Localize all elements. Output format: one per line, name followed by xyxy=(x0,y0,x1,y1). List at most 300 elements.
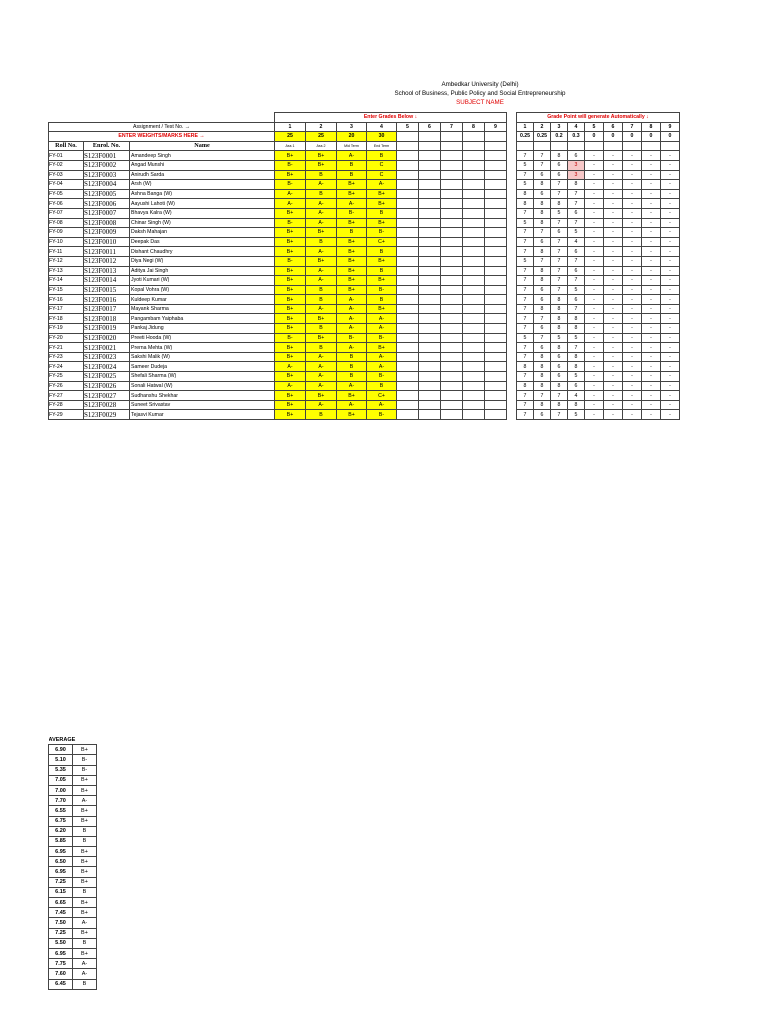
grade-input-cell[interactable] xyxy=(463,295,485,305)
grade-point-cell: - xyxy=(585,410,604,420)
average-row xyxy=(49,816,111,826)
grade-input-cell[interactable] xyxy=(419,295,441,305)
grade-input-cell[interactable]: A- xyxy=(306,304,337,314)
grade-point-cell: - xyxy=(642,362,661,372)
grade-input-cell[interactable] xyxy=(419,247,441,257)
grade-input-cell[interactable]: A- xyxy=(367,314,397,324)
grade-input-cell[interactable] xyxy=(485,256,507,266)
grade-input-cell[interactable]: C xyxy=(367,170,397,180)
name-header: Name xyxy=(130,141,275,151)
grade-input-cell[interactable] xyxy=(441,276,463,286)
weight-input-3[interactable]: 20 xyxy=(337,132,367,142)
grade-input-cell[interactable] xyxy=(419,228,441,238)
grade-input-cell[interactable]: B+ xyxy=(367,256,397,266)
grade-input-cell[interactable] xyxy=(397,372,419,382)
grade-input-cell[interactable]: C xyxy=(367,160,397,170)
grade-input-cell[interactable] xyxy=(419,180,441,190)
grade-input-cell[interactable]: B xyxy=(337,170,367,180)
grade-input-cell[interactable] xyxy=(441,208,463,218)
grade-input-cell[interactable]: B xyxy=(306,324,337,334)
grade-input-cell[interactable] xyxy=(463,247,485,257)
grade-input-cell[interactable]: A- xyxy=(306,208,337,218)
grade-input-cell[interactable] xyxy=(463,180,485,190)
grade-input-cell[interactable]: C+ xyxy=(367,237,397,247)
grade-input-cell[interactable]: B xyxy=(306,237,337,247)
grade-input-cell[interactable] xyxy=(485,237,507,247)
grade-input-cell[interactable] xyxy=(441,160,463,170)
grade-input-cell[interactable] xyxy=(397,180,419,190)
grade-point-cell: 8 xyxy=(551,324,568,334)
grade-input-cell[interactable]: B- xyxy=(275,160,306,170)
grade-input-cell[interactable] xyxy=(463,218,485,228)
grade-input-cell[interactable] xyxy=(419,266,441,276)
grade-input-cell[interactable] xyxy=(485,208,507,218)
grade-input-cell[interactable]: A- xyxy=(275,362,306,372)
grade-input-cell[interactable] xyxy=(485,304,507,314)
grade-input-cell[interactable]: A- xyxy=(337,199,367,209)
grade-input-cell[interactable]: A- xyxy=(306,266,337,276)
grade-input-cell[interactable] xyxy=(463,276,485,286)
grade-input-cell[interactable]: B+ xyxy=(337,266,367,276)
grade-input-cell[interactable]: B+ xyxy=(367,189,397,199)
grade-input-cell[interactable]: A- xyxy=(306,352,337,362)
grade-input-cell[interactable] xyxy=(485,189,507,199)
grade-input-cell[interactable] xyxy=(419,285,441,295)
grade-input-cell[interactable] xyxy=(441,324,463,334)
grade-input-cell[interactable] xyxy=(397,352,419,362)
grade-input-cell[interactable] xyxy=(419,333,441,343)
weight-input-1[interactable]: 25 xyxy=(275,132,306,142)
grade-input-cell[interactable] xyxy=(441,237,463,247)
grade-input-cell[interactable]: A- xyxy=(337,343,367,353)
grade-input-cell[interactable]: B+ xyxy=(275,391,306,401)
grade-input-cell[interactable] xyxy=(419,170,441,180)
grade-input-cell[interactable] xyxy=(419,381,441,391)
grade-input-cell[interactable]: B+ xyxy=(306,160,337,170)
grade-input-cell[interactable]: B+ xyxy=(275,400,306,410)
grade-input-cell[interactable] xyxy=(419,208,441,218)
grade-input-cell[interactable] xyxy=(397,295,419,305)
grade-input-cell[interactable] xyxy=(419,314,441,324)
grade-input-cell[interactable]: B xyxy=(367,266,397,276)
grade-input-cell[interactable]: B+ xyxy=(306,228,337,238)
grade-input-cell[interactable] xyxy=(397,189,419,199)
grade-input-cell[interactable] xyxy=(441,170,463,180)
grade-input-cell[interactable] xyxy=(485,410,507,420)
grade-input-cell[interactable] xyxy=(441,352,463,362)
grade-input-cell[interactable]: B+ xyxy=(337,218,367,228)
grade-input-cell[interactable] xyxy=(463,324,485,334)
grade-input-cell[interactable] xyxy=(441,189,463,199)
grade-input-cell[interactable] xyxy=(419,218,441,228)
grade-input-cell[interactable] xyxy=(419,237,441,247)
grade-input-cell[interactable] xyxy=(397,324,419,334)
grade-input-cell[interactable]: A- xyxy=(337,400,367,410)
grade-input-cell[interactable] xyxy=(485,333,507,343)
test-number-5: 5 xyxy=(397,122,419,132)
grade-point-cell: - xyxy=(661,228,680,238)
grade-input-cell[interactable]: B- xyxy=(367,372,397,382)
grade-input-cell[interactable]: B+ xyxy=(306,391,337,401)
grade-input-cell[interactable] xyxy=(485,180,507,190)
grade-input-cell[interactable] xyxy=(419,199,441,209)
grade-input-cell[interactable] xyxy=(463,228,485,238)
grade-input-cell[interactable]: B- xyxy=(275,180,306,190)
grade-input-cell[interactable]: B+ xyxy=(337,237,367,247)
grade-input-cell[interactable] xyxy=(463,372,485,382)
grade-input-cell[interactable]: B+ xyxy=(367,304,397,314)
grade-input-cell[interactable] xyxy=(485,276,507,286)
grade-point-cell: - xyxy=(661,324,680,334)
grade-input-cell[interactable] xyxy=(485,285,507,295)
grade-input-cell[interactable] xyxy=(485,381,507,391)
grade-input-cell[interactable]: B+ xyxy=(337,180,367,190)
grade-input-cell[interactable] xyxy=(463,199,485,209)
grade-input-cell[interactable]: B xyxy=(306,285,337,295)
grade-input-cell[interactable]: A- xyxy=(367,352,397,362)
grade-input-cell[interactable] xyxy=(397,218,419,228)
grade-input-cell[interactable]: B+ xyxy=(306,314,337,324)
grade-input-cell[interactable]: A- xyxy=(337,151,367,161)
grade-input-cell[interactable] xyxy=(419,304,441,314)
grade-input-cell[interactable] xyxy=(419,362,441,372)
grade-input-cell[interactable] xyxy=(485,314,507,324)
grade-input-cell[interactable]: A- xyxy=(306,199,337,209)
grade-input-cell[interactable]: A- xyxy=(306,381,337,391)
grade-input-cell[interactable] xyxy=(463,304,485,314)
grade-input-cell[interactable] xyxy=(441,266,463,276)
grade-input-cell[interactable] xyxy=(485,199,507,209)
grade-point-cell: - xyxy=(661,400,680,410)
grade-input-cell[interactable]: C+ xyxy=(367,391,397,401)
grade-input-cell[interactable] xyxy=(463,333,485,343)
grade-input-cell[interactable]: B xyxy=(337,362,367,372)
grade-input-cell[interactable]: A- xyxy=(306,247,337,257)
grade-input-cell[interactable]: B+ xyxy=(337,189,367,199)
grade-input-cell[interactable]: B- xyxy=(337,333,367,343)
weight-input-6[interactable] xyxy=(419,132,441,142)
spacer-cell xyxy=(507,304,517,314)
grade-input-cell[interactable]: A- xyxy=(306,362,337,372)
grade-input-cell[interactable]: B+ xyxy=(367,276,397,286)
grade-input-cell[interactable] xyxy=(441,228,463,238)
grade-input-cell[interactable]: B xyxy=(306,189,337,199)
grade-input-cell[interactable]: B+ xyxy=(275,343,306,353)
grade-input-cell[interactable]: B+ xyxy=(306,151,337,161)
grade-input-cell[interactable] xyxy=(397,151,419,161)
grade-input-cell[interactable] xyxy=(463,352,485,362)
average-grade: B xyxy=(73,826,97,836)
grade-point-cell: - xyxy=(623,400,642,410)
weight-input-9[interactable] xyxy=(485,132,507,142)
grade-input-cell[interactable] xyxy=(441,343,463,353)
student-name-cell: Kuldeep Kumar xyxy=(130,295,275,305)
grade-input-cell[interactable] xyxy=(463,400,485,410)
grade-input-cell[interactable] xyxy=(397,247,419,257)
average-row xyxy=(49,785,111,795)
grade-point-cell: 8 xyxy=(551,381,568,391)
grade-input-cell[interactable] xyxy=(397,256,419,266)
grade-input-cell[interactable]: B+ xyxy=(275,151,306,161)
weight-input-4[interactable]: 30 xyxy=(367,132,397,142)
grade-input-cell[interactable]: B- xyxy=(367,228,397,238)
grade-input-cell[interactable] xyxy=(419,391,441,401)
grade-input-cell[interactable] xyxy=(441,400,463,410)
grade-input-cell[interactable] xyxy=(397,266,419,276)
grade-point-cell: - xyxy=(642,314,661,324)
grade-input-cell[interactable] xyxy=(397,276,419,286)
grade-input-cell[interactable] xyxy=(397,314,419,324)
grade-input-cell[interactable]: B+ xyxy=(275,228,306,238)
grade-input-cell[interactable] xyxy=(397,237,419,247)
gp-weight-5: 0 xyxy=(585,132,604,142)
grade-input-cell[interactable] xyxy=(485,372,507,382)
grade-input-cell[interactable] xyxy=(441,295,463,305)
grade-input-cell[interactable]: B xyxy=(306,170,337,180)
grade-input-cell[interactable] xyxy=(397,160,419,170)
grade-input-cell[interactable]: A- xyxy=(337,314,367,324)
grade-input-cell[interactable]: A- xyxy=(306,180,337,190)
grade-input-cell[interactable]: B+ xyxy=(275,285,306,295)
grade-input-cell[interactable]: B xyxy=(306,410,337,420)
grade-point-cell: 6 xyxy=(568,151,585,161)
grade-input-cell[interactable] xyxy=(441,304,463,314)
grade-input-cell[interactable] xyxy=(419,372,441,382)
grade-input-cell[interactable] xyxy=(397,391,419,401)
grade-input-cell[interactable]: A- xyxy=(275,199,306,209)
grade-input-cell[interactable] xyxy=(485,400,507,410)
grade-input-cell[interactable] xyxy=(485,362,507,372)
grade-input-cell[interactable] xyxy=(485,151,507,161)
grade-input-cell[interactable] xyxy=(441,199,463,209)
grade-input-cell[interactable] xyxy=(419,352,441,362)
grade-input-cell[interactable]: B- xyxy=(367,333,397,343)
grade-input-cell[interactable]: B+ xyxy=(337,276,367,286)
grade-input-cell[interactable]: B xyxy=(337,228,367,238)
university-title: Ambedkar University (Delhi) xyxy=(441,81,519,88)
grade-input-cell[interactable]: A- xyxy=(306,372,337,382)
grade-input-cell[interactable]: B+ xyxy=(275,266,306,276)
average-grade: B+ xyxy=(73,908,97,918)
grade-input-cell[interactable] xyxy=(463,189,485,199)
grade-input-cell[interactable]: A- xyxy=(275,381,306,391)
grade-input-cell[interactable]: B+ xyxy=(367,343,397,353)
grade-input-cell[interactable] xyxy=(419,151,441,161)
grade-input-cell[interactable]: A- xyxy=(306,400,337,410)
grade-input-cell[interactable]: B xyxy=(306,343,337,353)
grade-input-cell[interactable]: B xyxy=(306,295,337,305)
weight-input-2[interactable]: 25 xyxy=(306,132,337,142)
grade-input-cell[interactable]: B+ xyxy=(337,391,367,401)
grade-input-cell[interactable] xyxy=(463,362,485,372)
grade-input-cell[interactable] xyxy=(397,304,419,314)
grade-input-cell[interactable] xyxy=(485,247,507,257)
grade-input-cell[interactable] xyxy=(463,391,485,401)
grade-input-cell[interactable]: A- xyxy=(337,295,367,305)
grade-input-cell[interactable] xyxy=(441,372,463,382)
grade-point-cell: - xyxy=(642,208,661,218)
grade-input-cell[interactable] xyxy=(441,381,463,391)
grade-input-cell[interactable]: B+ xyxy=(275,170,306,180)
grade-input-cell[interactable] xyxy=(485,343,507,353)
grade-input-cell[interactable] xyxy=(441,180,463,190)
grade-input-cell[interactable] xyxy=(441,391,463,401)
grade-input-cell[interactable] xyxy=(485,266,507,276)
grade-input-cell[interactable]: B- xyxy=(275,218,306,228)
grade-input-cell[interactable] xyxy=(463,266,485,276)
grade-input-cell[interactable] xyxy=(485,218,507,228)
grade-point-cell: 7 xyxy=(517,314,534,324)
grade-point-cell: - xyxy=(661,180,680,190)
grade-input-cell[interactable] xyxy=(397,208,419,218)
grade-input-cell[interactable]: B xyxy=(337,372,367,382)
grade-input-cell[interactable]: B- xyxy=(367,410,397,420)
average-grade: B+ xyxy=(73,816,97,826)
grade-point-cell: 8 xyxy=(551,314,568,324)
grade-input-cell[interactable]: A- xyxy=(367,180,397,190)
enrol-no-cell: S123F0015 xyxy=(84,285,130,295)
grade-input-cell[interactable]: B- xyxy=(337,208,367,218)
grade-input-cell[interactable]: A- xyxy=(275,189,306,199)
weight-input-5[interactable] xyxy=(397,132,419,142)
grade-input-cell[interactable] xyxy=(485,324,507,334)
grade-input-cell[interactable] xyxy=(441,285,463,295)
grade-point-cell: 7 xyxy=(534,333,551,343)
grade-input-cell[interactable] xyxy=(419,324,441,334)
grade-input-cell[interactable]: B+ xyxy=(275,247,306,257)
grade-input-cell[interactable]: B xyxy=(337,160,367,170)
grade-input-cell[interactable] xyxy=(419,160,441,170)
grade-point-cell: 7 xyxy=(551,180,568,190)
grade-input-cell[interactable]: B+ xyxy=(306,333,337,343)
weight-input-8[interactable] xyxy=(463,132,485,142)
grade-input-cell[interactable]: A- xyxy=(367,324,397,334)
grade-input-cell[interactable] xyxy=(463,170,485,180)
blank-cell xyxy=(97,847,111,857)
grade-input-cell[interactable]: B+ xyxy=(337,410,367,420)
grade-input-cell[interactable] xyxy=(419,343,441,353)
grade-input-cell[interactable]: A- xyxy=(367,362,397,372)
grade-input-cell[interactable] xyxy=(463,151,485,161)
grade-input-cell[interactable]: B+ xyxy=(275,208,306,218)
grade-input-cell[interactable] xyxy=(463,256,485,266)
grade-input-cell[interactable] xyxy=(485,391,507,401)
grade-input-cell[interactable] xyxy=(397,228,419,238)
grade-input-cell[interactable]: B xyxy=(367,151,397,161)
grade-input-cell[interactable]: B+ xyxy=(337,256,367,266)
gp-subheader-blank xyxy=(568,141,585,151)
grade-input-cell[interactable] xyxy=(441,410,463,420)
grade-input-cell[interactable]: B+ xyxy=(275,304,306,314)
grade-input-cell[interactable] xyxy=(463,343,485,353)
grade-input-cell[interactable]: B+ xyxy=(275,276,306,286)
grade-input-cell[interactable]: B+ xyxy=(367,218,397,228)
student-name-cell: Dishant Chaudhry xyxy=(130,247,275,257)
grade-input-cell[interactable]: A- xyxy=(367,400,397,410)
grade-input-cell[interactable]: B+ xyxy=(275,410,306,420)
grade-input-cell[interactable] xyxy=(485,352,507,362)
grade-input-cell[interactable]: B- xyxy=(275,333,306,343)
grade-input-cell[interactable] xyxy=(463,208,485,218)
grade-input-cell[interactable] xyxy=(397,410,419,420)
grade-input-cell[interactable]: A- xyxy=(337,381,367,391)
grade-input-cell[interactable] xyxy=(463,237,485,247)
grade-input-cell[interactable]: A- xyxy=(306,276,337,286)
weight-input-7[interactable] xyxy=(441,132,463,142)
grade-input-cell[interactable] xyxy=(397,381,419,391)
grade-input-cell[interactable]: B+ xyxy=(337,285,367,295)
grade-input-cell[interactable] xyxy=(485,160,507,170)
grade-input-cell[interactable] xyxy=(441,247,463,257)
grade-input-cell[interactable]: B+ xyxy=(306,256,337,266)
grade-point-cell: - xyxy=(642,237,661,247)
grade-input-cell[interactable]: B+ xyxy=(275,237,306,247)
grade-input-cell[interactable] xyxy=(419,189,441,199)
grade-input-cell[interactable] xyxy=(441,314,463,324)
grade-input-cell[interactable] xyxy=(441,151,463,161)
grade-input-cell[interactable] xyxy=(485,228,507,238)
grade-input-cell[interactable]: B+ xyxy=(367,199,397,209)
average-row xyxy=(49,775,111,785)
grade-input-cell[interactable] xyxy=(463,160,485,170)
grade-input-cell[interactable] xyxy=(397,333,419,343)
grade-input-cell[interactable] xyxy=(463,285,485,295)
grade-input-cell[interactable] xyxy=(419,276,441,286)
grade-input-cell[interactable]: B xyxy=(337,352,367,362)
grade-input-cell[interactable] xyxy=(397,400,419,410)
grade-input-cell[interactable]: B+ xyxy=(337,247,367,257)
grade-input-cell[interactable] xyxy=(463,410,485,420)
grade-input-cell[interactable]: A- xyxy=(337,304,367,314)
grade-input-cell[interactable]: B+ xyxy=(275,352,306,362)
grade-input-cell[interactable]: B xyxy=(367,295,397,305)
grade-input-cell[interactable]: A- xyxy=(337,324,367,334)
grade-input-cell[interactable] xyxy=(463,381,485,391)
grade-input-cell[interactable]: B xyxy=(367,381,397,391)
grade-input-cell[interactable] xyxy=(397,170,419,180)
grade-point-cell: 7 xyxy=(568,218,585,228)
grade-input-cell[interactable]: B xyxy=(367,247,397,257)
grade-input-cell[interactable] xyxy=(441,218,463,228)
grade-input-cell[interactable]: B- xyxy=(275,256,306,266)
grade-input-cell[interactable] xyxy=(441,333,463,343)
grade-input-cell[interactable] xyxy=(419,410,441,420)
grade-input-cell[interactable] xyxy=(397,343,419,353)
gp-test-number-3: 3 xyxy=(551,122,568,132)
spacer-cell xyxy=(507,256,517,266)
enrol-no-cell: S123F0027 xyxy=(84,391,130,401)
grade-input-cell[interactable]: B xyxy=(367,208,397,218)
spacer-cell xyxy=(507,343,517,353)
grade-input-cell[interactable] xyxy=(397,362,419,372)
grade-input-cell[interactable]: B- xyxy=(367,285,397,295)
grade-input-cell[interactable]: B+ xyxy=(275,372,306,382)
grade-input-cell[interactable] xyxy=(485,170,507,180)
grade-input-cell[interactable] xyxy=(441,256,463,266)
grade-input-cell[interactable] xyxy=(485,295,507,305)
grade-input-cell[interactable]: B+ xyxy=(275,314,306,324)
grade-input-cell[interactable] xyxy=(419,256,441,266)
grade-input-cell[interactable] xyxy=(397,199,419,209)
grade-input-cell[interactable]: B+ xyxy=(275,324,306,334)
gp-weight-4: 0.3 xyxy=(568,132,585,142)
grade-input-cell[interactable] xyxy=(463,314,485,324)
grade-input-cell[interactable] xyxy=(397,285,419,295)
grade-input-cell[interactable]: B+ xyxy=(275,295,306,305)
grade-input-cell[interactable] xyxy=(441,362,463,372)
grade-input-cell[interactable] xyxy=(419,400,441,410)
grade-input-cell[interactable]: A- xyxy=(306,218,337,228)
